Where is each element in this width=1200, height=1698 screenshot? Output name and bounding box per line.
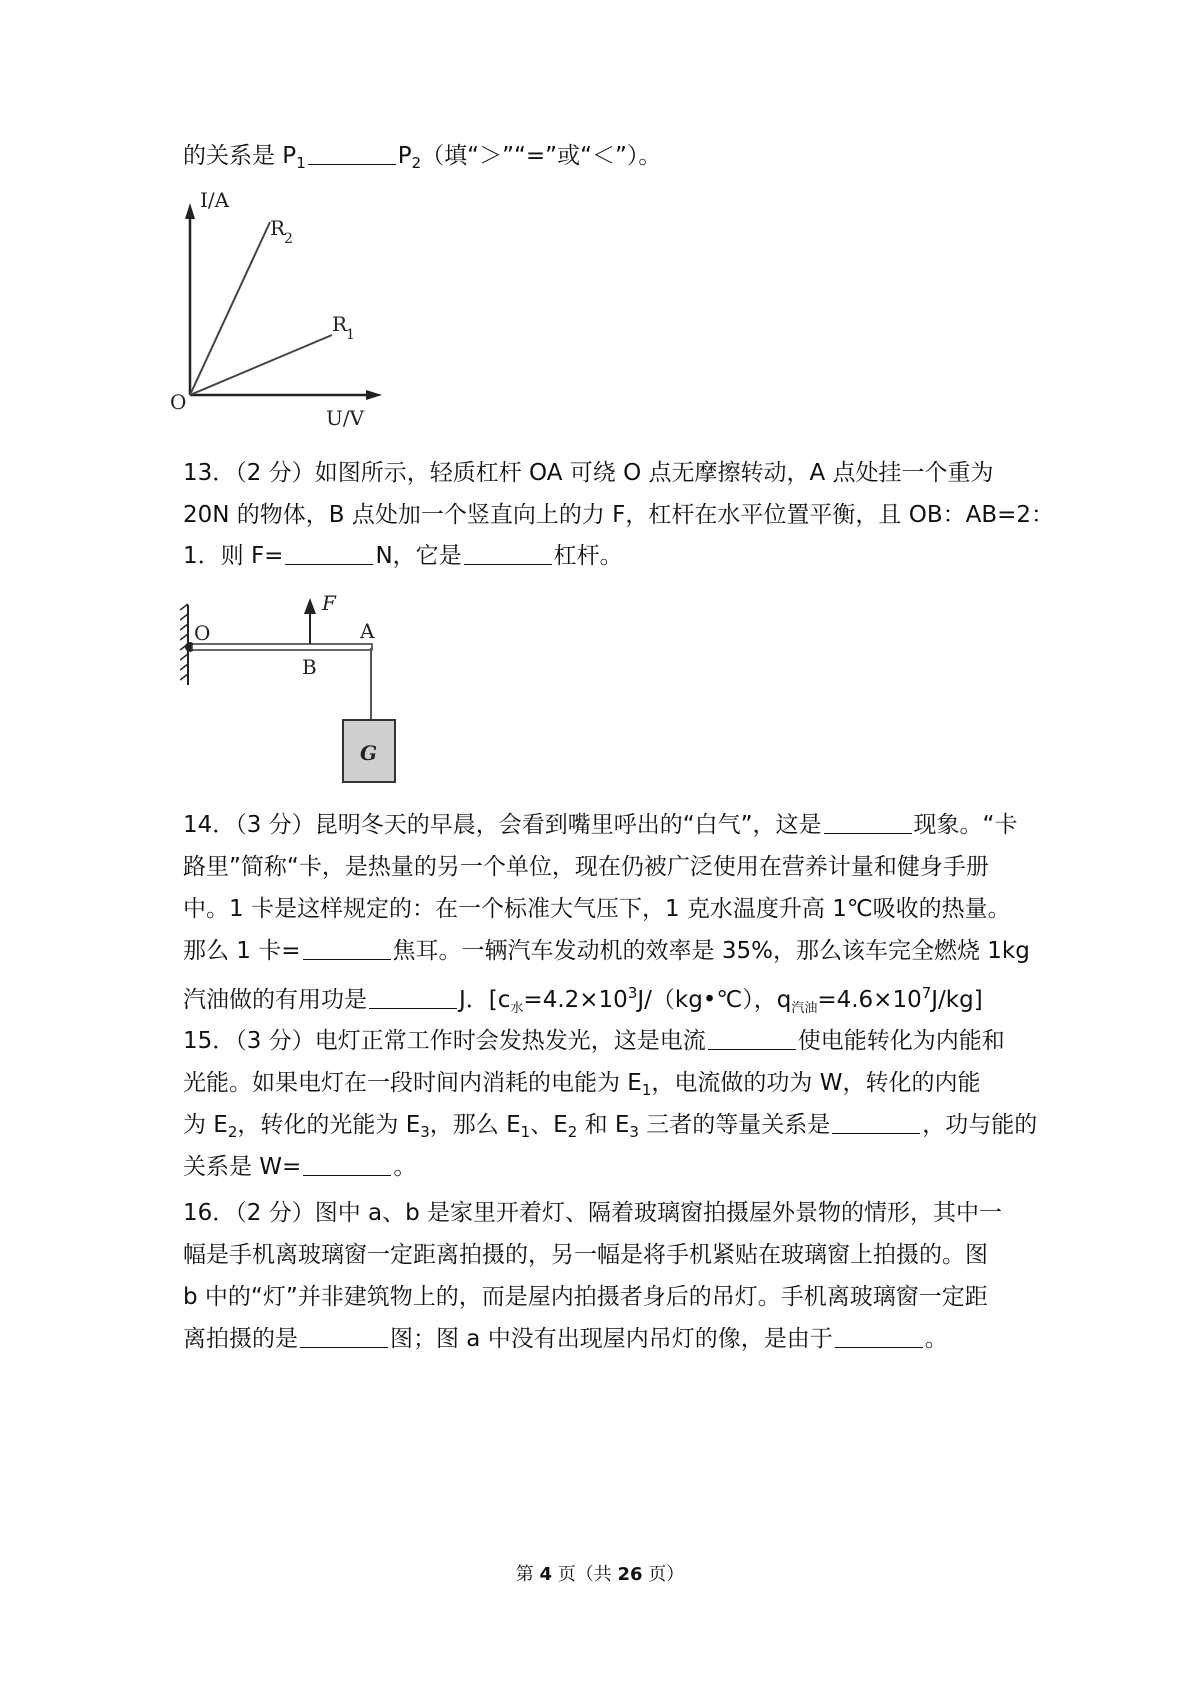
wall-hatching [180,604,188,680]
q13-line-3 [183,541,623,571]
r2-line [190,222,270,395]
r1-subscript: 1 [346,327,355,343]
q14-l5h: J/kg] [931,987,983,1013]
q12-text-b: P [397,143,412,169]
q13-l3b: N，它是 [375,543,462,569]
y-axis-arrow [185,203,195,219]
origin-label: O [170,390,187,414]
q12-tail-line [183,141,661,178]
q13-blank-force[interactable] [285,542,373,565]
iu-graph-figure [170,185,410,435]
q15-l4b: 。 [393,1154,417,1180]
q15-sub-3b: 3 [629,1123,639,1141]
q14-line-2: 路里”简称“卡，是热量的另一个单位，现在仍被广泛使用在营养计量和健身手册 [183,854,989,880]
r1-line [190,335,332,395]
q14-blank-work[interactable] [369,986,457,1009]
q15-l1b: 使电能转化为内能和 [797,1028,1005,1054]
q14-line-4 [183,936,1030,966]
q13-l3a: 1．则 F= [183,543,284,569]
lever-figure [180,590,420,795]
lever-bar [192,644,372,650]
q15-sub-1a: 1 [641,1081,652,1099]
y-axis-label: I/A [200,188,230,212]
q15-sub-2a: 2 [227,1123,238,1141]
q14-blank-phenomenon[interactable] [824,811,912,834]
q15-blank-work[interactable] [708,1027,796,1050]
q15-l3d: 、E [530,1112,568,1138]
q14-l4a: 那么 1 卡= [183,938,301,964]
q14-l5d: =4.2×10 [523,987,628,1013]
q14-blank-joules[interactable] [303,937,391,960]
q14-sub-petrol: 汽油 [791,1001,818,1016]
q14-sub-water: 水 [510,1001,524,1016]
r2-label: R [270,216,286,240]
r1-label: R [332,312,348,336]
q16-blank-photo[interactable] [300,1325,388,1348]
q16-l4a: 离拍摄的是 [183,1326,298,1352]
force-arrow-head [304,598,316,614]
q15-l3b: ，转化的光能为 E [237,1112,421,1138]
q14-l5e: J/（kg•℃），q [637,987,792,1013]
q13-line-1: 13．（2 分）如图所示，轻质杠杆 OA 可绕 O 点无摩擦转动，A 点处挂一个重为 [183,460,994,486]
r2-subscript: 2 [284,231,293,247]
q14-line-5 [183,978,983,1024]
footer-b: 页（共 [557,1564,612,1585]
footer-a: 第 [515,1564,534,1585]
q15-sub-1b: 1 [520,1123,531,1141]
q13-blank-lever-type[interactable] [464,542,552,565]
q15-l3g: ，功与能的 [922,1112,1038,1138]
x-axis-label: U/V [326,406,365,430]
x-axis-arrow [366,390,382,400]
q12-sub2: 2 [411,154,422,172]
q15-blank-relation[interactable] [832,1111,920,1134]
q15-sub-3a: 3 [420,1123,430,1141]
q14-l1a: 14．（3 分）昆明冬天的早晨，会看到嘴里呼出的“白气”，这是 [183,812,822,838]
q15-line-4 [183,1152,416,1182]
q16-line-2: 幅是手机离玻璃窗一定距离拍摄的，另一幅是将手机紧贴在玻璃窗上拍摄的。图 [183,1242,988,1268]
q15-l3e: 和 E [577,1112,630,1138]
q14-line-1 [183,810,1017,840]
q13-l3c: 杠杆。 [553,543,623,569]
q14-l1b: 现象。“卡 [913,812,1018,838]
q12-text-a: 的关系是 P [183,143,297,169]
q15-l4a: 关系是 W= [183,1154,302,1180]
q15-l3a: 为 E [183,1112,228,1138]
q15-l2b: ，电流做的功为 W，转化的内能 [651,1070,981,1096]
q16-l4c: 。 [924,1326,948,1352]
q15-l2a: 光能。如果电灯在一段时间内消耗的电能为 E [183,1070,642,1096]
q16-line-1: 16．（2 分）图中 a、b 是家里开着灯、隔着玻璃窗拍摄屋外景物的情形，其中一 [183,1200,1003,1226]
q15-l3f: 三者的等量关系是 [638,1112,831,1138]
q16-l4b: 图；图 a 中没有出现屋内吊灯的像，是由于 [390,1326,833,1352]
q16-blank-reason[interactable] [835,1325,923,1348]
q12-sub1: 1 [296,154,306,172]
footer-page-number: 4 [539,1564,552,1585]
q15-sub-2b: 2 [567,1123,578,1141]
q14-sup-3: 3 [627,984,638,1002]
q15-l1a: 15．（3 分）电灯正常工作时会发热发光，这是电流 [183,1028,706,1054]
q14-sup-7: 7 [921,984,932,1002]
q14-line-3: 中。1 卡是这样规定的：在一个标准大气压下，1 克水温度升高 1℃吸收的热量。 [183,896,1011,922]
q15-line-2 [183,1068,980,1105]
q12-blank[interactable] [308,142,396,165]
label-g: G [360,741,378,765]
footer-total-pages: 26 [617,1564,643,1585]
footer-c: 页） [648,1564,685,1585]
page-footer [0,1560,1200,1586]
q14-l5g: =4.6×10 [817,987,922,1013]
q12-text-c: （填“＞”“=”或“＜”）。 [421,143,662,169]
q15-blank-w[interactable] [303,1153,391,1176]
label-f: F [322,591,336,615]
q14-l4b: 焦耳。一辆汽车发动机的效率是 35%，那么该车完全燃烧 1kg [392,938,1030,964]
q13-line-2: 20N 的物体，B 点处加一个竖直向上的力 F，杠杆在水平位置平衡，且 OB：AB=2： [183,502,1055,528]
label-o: O [194,621,211,645]
q14-l5b: J．[c [459,987,511,1013]
q15-line-1 [183,1026,1005,1056]
q15-line-3 [183,1110,1037,1147]
q16-line-4 [183,1324,948,1354]
label-a: A [360,619,375,643]
q14-l5a: 汽油做的有用功是 [183,987,367,1013]
label-b: B [302,655,317,679]
q15-l3c: ，那么 E [429,1112,521,1138]
q16-line-3: b 中的“灯”并非建筑物上的，而是屋内拍摄者身后的吊灯。手机离玻璃窗一定距 [183,1284,988,1310]
